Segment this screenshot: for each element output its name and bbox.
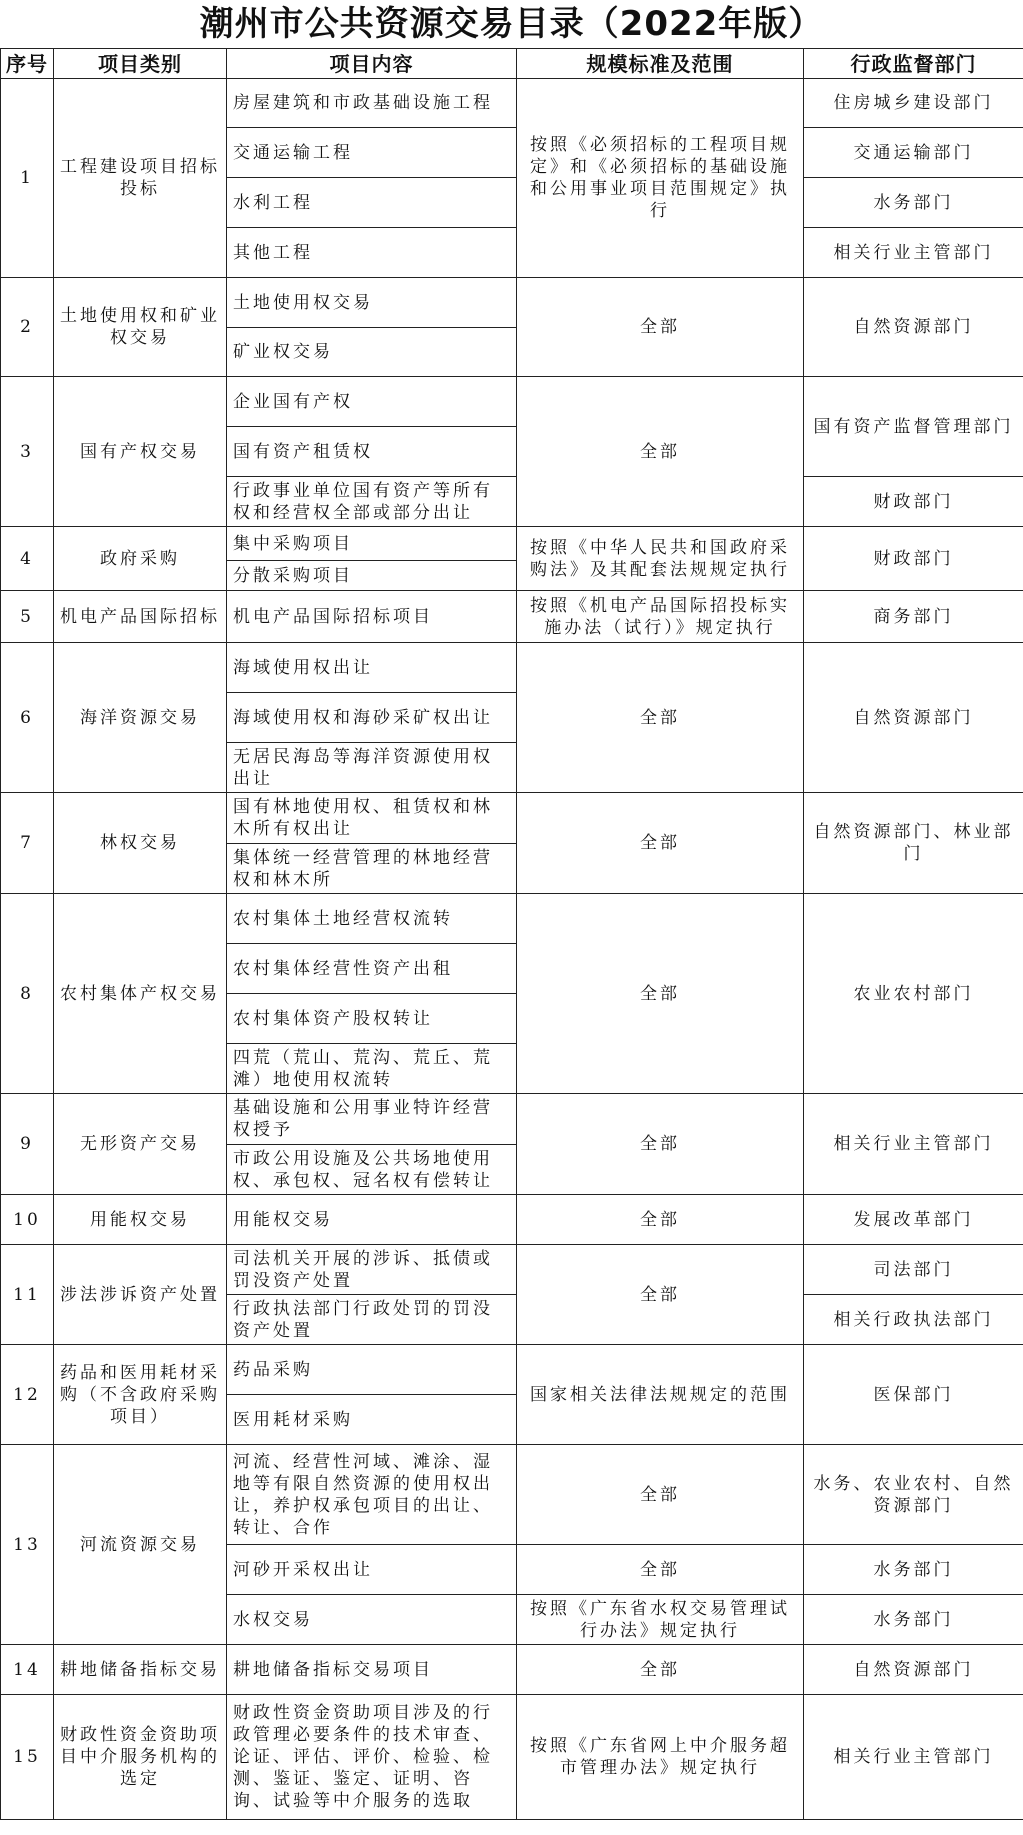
table-row (1, 278, 1023, 328)
content-cell: 机电产品国际招标项目 (227, 591, 517, 643)
dept-cell: 财政部门 (804, 527, 1023, 591)
scope-cell: 全部 (517, 793, 804, 894)
scope-cell: 全部 (517, 643, 804, 793)
dept-cell: 水务部门 (804, 1545, 1023, 1595)
table-row (1, 1094, 1023, 1145)
category-cell: 耕地储备指标交易 (54, 1645, 227, 1695)
row-number: 9 (1, 1094, 54, 1195)
content-cell: 矿业权交易 (227, 328, 517, 377)
header-scope: 规模标准及范围 (517, 49, 804, 79)
content-cell: 企业国有产权 (227, 377, 517, 427)
table-row (1, 591, 1023, 643)
content-cell: 集中采购项目 (227, 527, 517, 561)
scope-cell: 全部 (517, 1645, 804, 1695)
category-cell: 国有产权交易 (54, 377, 227, 527)
dept-cell: 水务部门 (804, 178, 1023, 228)
content-cell: 药品采购 (227, 1345, 517, 1395)
scope-cell: 国家相关法律法规规定的范围 (517, 1345, 804, 1445)
dept-cell: 水务、农业农村、自然资源部门 (804, 1445, 1023, 1545)
content-cell: 基础设施和公用事业特许经营权授予 (227, 1094, 517, 1145)
row-number: 7 (1, 793, 54, 894)
header-row (1, 49, 1023, 79)
row-number: 10 (1, 1195, 54, 1245)
dept-cell: 相关行业主管部门 (804, 1695, 1023, 1820)
header-category: 项目类别 (54, 49, 227, 79)
content-cell: 司法机关开展的涉诉、抵债或罚没资产处置 (227, 1245, 517, 1295)
category-cell: 财政性资金资助项目中介服务机构的选定 (54, 1695, 227, 1820)
table-row (1, 79, 1023, 128)
category-cell: 药品和医用耗材采购（不含政府采购项目） (54, 1345, 227, 1445)
header-dept: 行政监督部门 (804, 49, 1023, 79)
content-cell: 医用耗材采购 (227, 1395, 517, 1445)
content-cell: 其他工程 (227, 228, 517, 278)
content-cell: 农村集体资产股权转让 (227, 994, 517, 1044)
content-cell: 河砂开采权出让 (227, 1545, 517, 1595)
table-row (1, 1345, 1023, 1395)
dept-cell: 农业农村部门 (804, 894, 1023, 1094)
table-row (1, 377, 1023, 427)
scope-cell: 全部 (517, 1245, 804, 1345)
dept-cell: 司法部门 (804, 1245, 1023, 1295)
content-cell: 集体统一经营管理的林地经营权和林木所 (227, 844, 517, 894)
scope-cell: 按照《中华人民共和国政府采购法》及其配套法规规定执行 (517, 527, 804, 591)
table-row (1, 527, 1023, 561)
row-number: 1 (1, 79, 54, 278)
table-row (1, 1245, 1023, 1295)
content-cell: 农村集体经营性资产出租 (227, 944, 517, 994)
scope-cell: 全部 (517, 1195, 804, 1245)
dept-cell: 交通运输部门 (804, 128, 1023, 178)
scope-cell: 按照《广东省水权交易管理试行办法》规定执行 (517, 1595, 804, 1645)
content-cell: 耕地储备指标交易项目 (227, 1645, 517, 1695)
content-cell: 土地使用权交易 (227, 278, 517, 328)
row-number: 5 (1, 591, 54, 643)
category-cell: 河流资源交易 (54, 1445, 227, 1645)
row-number: 12 (1, 1345, 54, 1445)
table-row (1, 1195, 1023, 1245)
scope-cell: 全部 (517, 1545, 804, 1595)
dept-cell: 发展改革部门 (804, 1195, 1023, 1245)
content-cell: 国有林地使用权、租赁权和林木所有权出让 (227, 793, 517, 844)
content-cell: 四荒（荒山、荒沟、荒丘、荒滩）地使用权流转 (227, 1044, 517, 1094)
content-cell: 河流、经营性河域、滩涂、湿地等有限自然资源的使用权出让，养护权承包项目的出让、转让、合作 (227, 1445, 517, 1545)
category-cell: 无形资产交易 (54, 1094, 227, 1195)
content-cell: 水利工程 (227, 178, 517, 228)
page-title: 潮州市公共资源交易目录（2022年版） (199, 4, 824, 44)
content-cell: 海域使用权和海砂采矿权出让 (227, 693, 517, 743)
dept-cell: 医保部门 (804, 1345, 1023, 1445)
dept-cell: 自然资源部门 (804, 1645, 1023, 1695)
dept-cell: 相关行业主管部门 (804, 228, 1023, 278)
category-cell: 林权交易 (54, 793, 227, 894)
row-number: 6 (1, 643, 54, 793)
table-row (1, 1445, 1023, 1545)
content-cell: 行政执法部门行政处罚的罚没资产处置 (227, 1295, 517, 1345)
dept-cell: 自然资源部门 (804, 643, 1023, 793)
content-cell: 房屋建筑和市政基础设施工程 (227, 79, 517, 128)
scope-cell: 按照《广东省网上中介服务超市管理办法》规定执行 (517, 1695, 804, 1820)
content-cell: 用能权交易 (227, 1195, 517, 1245)
category-cell: 海洋资源交易 (54, 643, 227, 793)
table-row (1, 1645, 1023, 1695)
table-row (1, 894, 1023, 944)
scope-cell: 全部 (517, 894, 804, 1094)
dept-cell: 商务部门 (804, 591, 1023, 643)
row-number: 14 (1, 1645, 54, 1695)
dept-cell: 相关行政执法部门 (804, 1295, 1023, 1345)
content-cell: 无居民海岛等海洋资源使用权出让 (227, 743, 517, 793)
dept-cell: 住房城乡建设部门 (804, 79, 1023, 128)
dept-cell: 国有资产监督管理部门 (804, 377, 1023, 477)
row-number: 15 (1, 1695, 54, 1820)
content-cell: 水权交易 (227, 1595, 517, 1645)
dept-cell: 自然资源部门、林业部门 (804, 793, 1023, 894)
table-row (1, 793, 1023, 844)
dept-cell: 水务部门 (804, 1595, 1023, 1645)
row-number: 2 (1, 278, 54, 377)
category-cell: 工程建设项目招标投标 (54, 79, 227, 278)
dept-cell: 相关行业主管部门 (804, 1094, 1023, 1195)
category-cell: 土地使用权和矿业权交易 (54, 278, 227, 377)
scope-cell: 按照《必须招标的工程项目规定》和《必须招标的基础设施和公用事业项目范围规定》执行 (517, 79, 804, 278)
row-number: 11 (1, 1245, 54, 1345)
category-cell: 用能权交易 (54, 1195, 227, 1245)
row-number: 3 (1, 377, 54, 527)
category-cell: 农村集体产权交易 (54, 894, 227, 1094)
header-no: 序号 (1, 49, 54, 79)
category-cell: 涉法涉诉资产处置 (54, 1245, 227, 1345)
row-number: 8 (1, 894, 54, 1094)
category-cell: 机电产品国际招标 (54, 591, 227, 643)
content-cell: 交通运输工程 (227, 128, 517, 178)
row-number: 13 (1, 1445, 54, 1645)
category-cell: 政府采购 (54, 527, 227, 591)
dept-cell: 财政部门 (804, 477, 1023, 527)
scope-cell: 全部 (517, 1445, 804, 1545)
content-cell: 分散采购项目 (227, 561, 517, 591)
table-row (1, 1695, 1023, 1820)
content-cell: 海域使用权出让 (227, 643, 517, 693)
content-cell: 财政性资金资助项目涉及的行政管理必要条件的技术审查、论证、评估、评价、检验、检测、鉴证、鉴定、证明、咨询、试验等中介服务的选取 (227, 1695, 517, 1820)
content-cell: 国有资产租赁权 (227, 427, 517, 477)
table-row (1, 643, 1023, 693)
content-cell: 农村集体土地经营权流转 (227, 894, 517, 944)
scope-cell: 按照《机电产品国际招投标实施办法（试行）》规定执行 (517, 591, 804, 643)
dept-cell: 自然资源部门 (804, 278, 1023, 377)
content-cell: 市政公用设施及公共场地使用权、承包权、冠名权有偿转让 (227, 1145, 517, 1195)
catalog-table (0, 48, 1023, 1820)
scope-cell: 全部 (517, 1094, 804, 1195)
scope-cell: 全部 (517, 377, 804, 527)
scope-cell: 全部 (517, 278, 804, 377)
row-number: 4 (1, 527, 54, 591)
content-cell: 行政事业单位国有资产等所有权和经营权全部或部分出让 (227, 477, 517, 527)
header-content: 项目内容 (227, 49, 517, 79)
